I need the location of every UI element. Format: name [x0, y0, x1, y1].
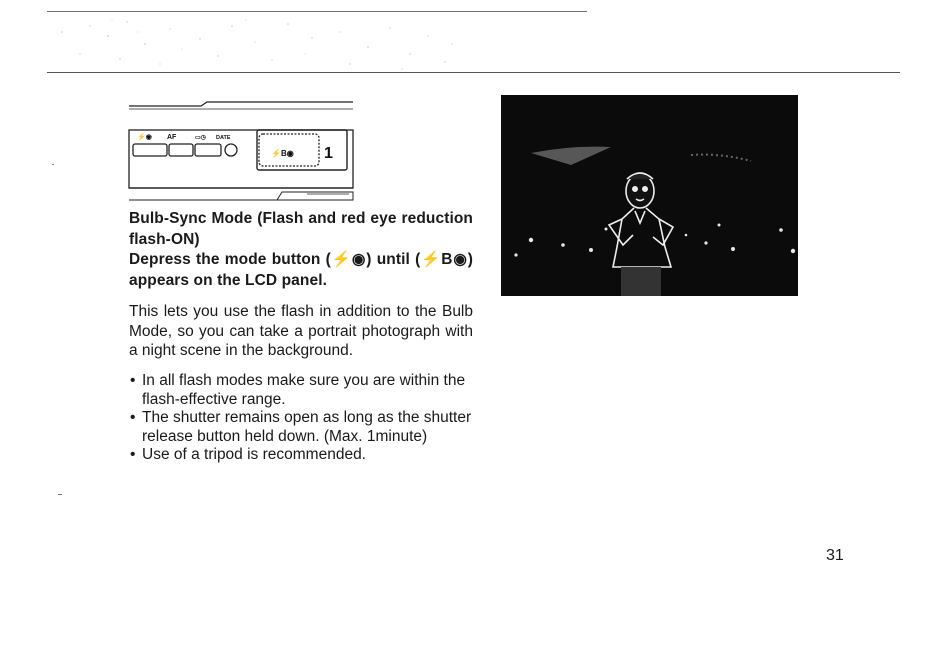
page-number: 31 — [826, 547, 844, 564]
bullet-icon: • — [130, 372, 136, 389]
header-rule — [47, 72, 900, 73]
body-paragraph: This lets you use the flash in addition to the Bulb Mode, so you can take a portrait photograph with a night scene in the background. — [129, 303, 473, 359]
mode-instruction: Depress the mode button (⚡◉) until (⚡B◉) appears on the LCD panel. — [129, 251, 473, 289]
bullet-icon: • — [130, 409, 136, 426]
scan-speck — [52, 164, 54, 165]
night-portrait-illustration — [501, 95, 798, 296]
bullet-text: In all flash modes make sure you are within the flash-effective range. — [142, 372, 466, 408]
scan-speck — [58, 494, 62, 495]
list-item — [129, 372, 473, 409]
top-rule — [47, 11, 587, 12]
panel-label-date: DATE — [216, 135, 231, 141]
list-item — [129, 446, 473, 465]
panel-label-self: ▭◷ — [195, 135, 206, 141]
lcd-frame-counter: 1 — [324, 145, 333, 162]
bullet-icon: • — [130, 446, 136, 463]
lcd-mode-indicator: ⚡B◉ — [271, 149, 294, 158]
panel-label-flash: ⚡◉ — [137, 134, 152, 141]
bullet-text: The shutter remains open as long as the shutter release button held down. (Max. 1minute) — [142, 409, 472, 445]
header-band — [50, 14, 470, 76]
section-heading — [129, 209, 473, 291]
list-item — [129, 409, 473, 446]
camera-panel-illustration — [127, 100, 355, 204]
panel-label-af: AF — [167, 134, 177, 141]
bullet-text: Use of a tripod is recommended. — [142, 446, 366, 463]
notes-list — [129, 372, 473, 465]
mode-title: Bulb-Sync Mode (Flash and red eye reduction flash-ON) — [129, 210, 473, 248]
